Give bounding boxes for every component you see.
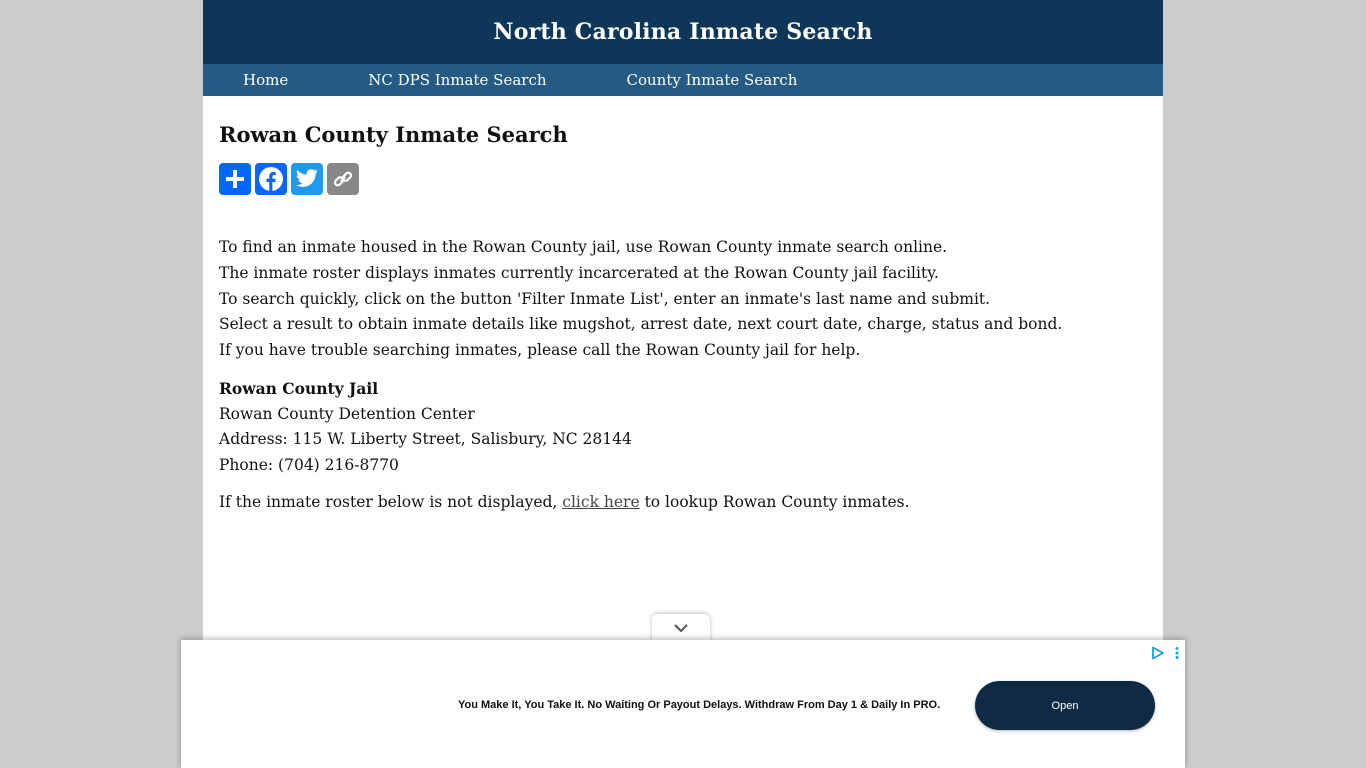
intro-text [219, 235, 1147, 364]
twitter-icon [295, 168, 319, 190]
nav-nc-dps-inmate-search[interactable]: NC DPS Inmate Search [368, 71, 547, 89]
nav-county-inmate-search[interactable]: County Inmate Search [626, 71, 798, 89]
share-button[interactable] [219, 163, 251, 195]
site-header [203, 0, 1163, 64]
ad-menu-button[interactable] [1175, 646, 1179, 665]
copy-link-button[interactable] [327, 163, 359, 195]
roster-note-before: If the inmate roster below is not displayed, [219, 493, 563, 512]
chevron-down-icon [673, 623, 689, 633]
ad-open-button[interactable]: Open [975, 681, 1155, 730]
jail-address: Address: 115 W. Liberty Street, Salisbury, NC 28144 [219, 430, 632, 449]
roster-note [219, 490, 1147, 516]
share-buttons [219, 163, 1147, 195]
click-here-link[interactable]: click here [562, 493, 640, 512]
jail-name: Rowan County Jail [219, 378, 379, 398]
intro-line: If you have trouble searching inmates, please call the Rowan County jail for help. [219, 341, 861, 360]
kebab-menu-icon [1175, 646, 1179, 660]
facebook-share-button[interactable] [255, 163, 287, 195]
intro-line: To search quickly, click on the button 'Filter Inmate List', enter an inmate's last name and submit. [219, 289, 991, 308]
ad-choices-button[interactable] [1151, 646, 1165, 665]
link-icon [331, 167, 355, 191]
intro-line: Select a result to obtain inmate details like mugshot, arrest date, next court date, charge, status and bond. [219, 315, 1063, 334]
twitter-share-button[interactable] [291, 163, 323, 195]
facebook-icon [258, 166, 284, 192]
ad-collapse-toggle[interactable] [652, 614, 710, 642]
adchoices-icon [1151, 646, 1165, 660]
ad-banner [181, 640, 1185, 768]
ad-text[interactable]: You Make It, You Take It. No Waiting Or Payout Delays. Withdraw From Day 1 & Daily In PRO. [458, 699, 941, 711]
roster-note-after: to lookup Rowan County inmates. [639, 493, 910, 512]
nav-home[interactable]: Home [243, 71, 289, 89]
jail-facility: Rowan County Detention Center [219, 404, 475, 423]
main-content [203, 96, 1163, 516]
intro-line: The inmate roster displays inmates currently incarcerated at the Rowan County jail facility. [219, 263, 939, 282]
main-nav [203, 64, 1163, 96]
page-title: Rowan County Inmate Search [219, 122, 568, 147]
plus-icon [224, 168, 246, 190]
jail-info [219, 376, 1147, 478]
intro-line: To find an inmate housed in the Rowan County jail, use Rowan County inmate search online. [219, 238, 948, 256]
jail-phone: Phone: (704) 216-8770 [219, 455, 399, 474]
site-title[interactable]: North Carolina Inmate Search [493, 19, 873, 45]
